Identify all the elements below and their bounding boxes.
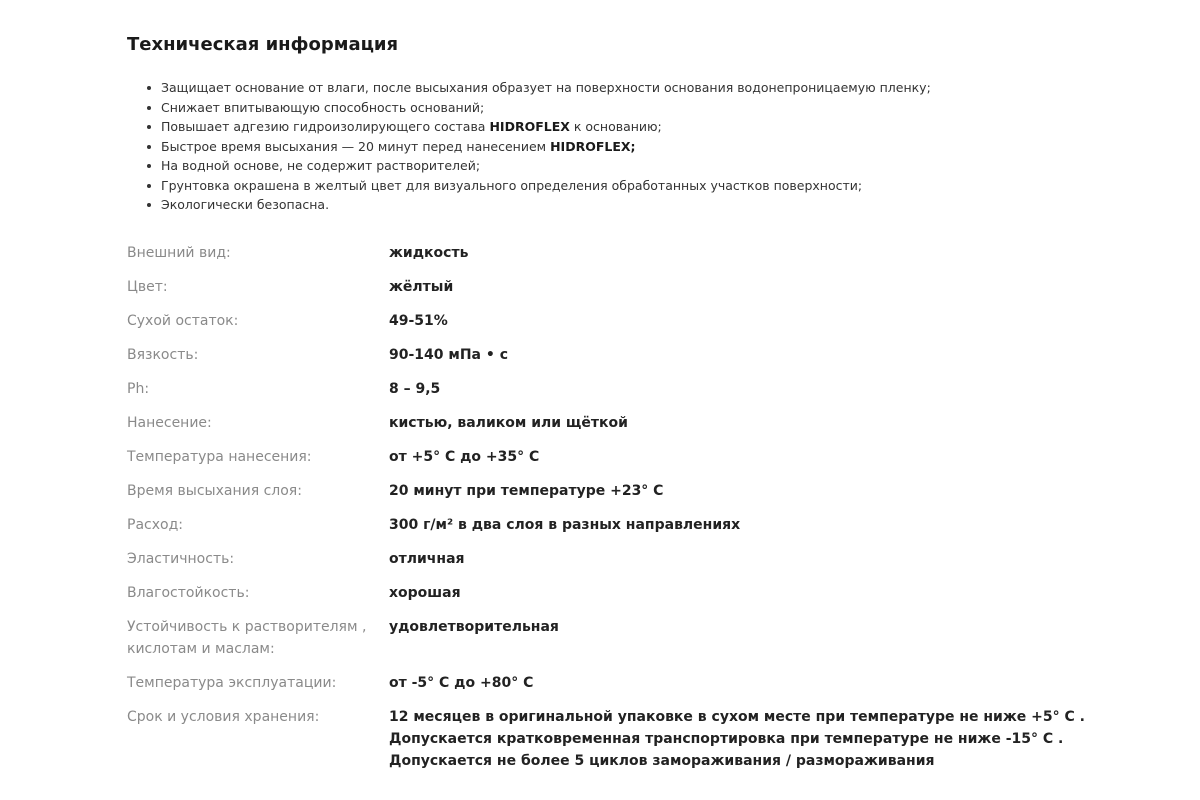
brand-name: HIDROFLEX; — [550, 138, 636, 154]
property-label: Устойчивость к растворителям , кислотам и маслам: — [127, 619, 367, 657]
property-label: Ph: — [127, 381, 150, 397]
property-value: жидкость — [389, 245, 469, 261]
property-value: 90-140 мПа • с — [389, 347, 508, 363]
property-row — [127, 546, 1127, 580]
property-label: Расход: — [127, 517, 183, 533]
property-label: Сухой остаток: — [127, 313, 239, 329]
property-row — [127, 410, 1127, 444]
property-value: 49-51% — [389, 313, 448, 329]
property-value: кистью, валиком или щёткой — [389, 415, 628, 431]
property-value: 8 – 9,5 — [389, 381, 441, 397]
feature-item: Защищает основание от влаги, после высыхания образует на поверхности основания водонепроницаемую пленку; — [161, 78, 931, 98]
property-value: от +5° С до +35° С — [389, 449, 540, 465]
feature-item: Быстрое время высыхания — 20 минут перед нанесением HIDROFLEX; — [161, 137, 931, 157]
feature-item: Экологически безопасна. — [161, 195, 931, 215]
property-row — [127, 342, 1127, 376]
feature-item: Грунтовка окрашена в желтый цвет для визуального определения обработанных участков поверхности; — [161, 176, 931, 196]
property-value: 12 месяцев в оригинальной упаковке в сухом месте при температуре не ниже +5° С . Допускается кратковременная транспортировка при температуре не ниже -15° С . Допускается не более 5 циклов замораживания / размораживания — [389, 709, 1085, 769]
brand-name: HIDROFLEX — [489, 119, 570, 134]
property-label: Срок и условия хранения: — [127, 709, 320, 725]
property-row — [127, 308, 1127, 342]
property-row — [127, 376, 1127, 410]
property-value: от -5° С до +80° С — [389, 675, 534, 691]
property-row — [127, 614, 1127, 670]
property-row — [127, 670, 1127, 704]
property-label: Температура эксплуатации: — [127, 675, 337, 691]
feature-item: Повышает адгезию гидроизолирующего состава HIDROFLEX к основанию; — [161, 117, 931, 137]
property-label: Цвет: — [127, 279, 168, 295]
property-label: Эластичность: — [127, 551, 235, 567]
property-value: хорошая — [389, 585, 461, 601]
property-label: Вязкость: — [127, 347, 199, 363]
properties-table — [127, 240, 1127, 769]
property-row — [127, 580, 1127, 614]
property-label: Время высыхания слоя: — [127, 483, 302, 499]
property-row — [127, 444, 1127, 478]
property-label: Нанесение: — [127, 415, 212, 431]
property-label: Внешний вид: — [127, 245, 231, 261]
property-value: жёлтый — [389, 279, 454, 295]
property-value: отличная — [389, 551, 465, 567]
property-row — [127, 478, 1127, 512]
feature-item: Снижает впитывающую способность оснований; — [161, 98, 931, 118]
property-row — [127, 512, 1127, 546]
property-label: Влагостойкость: — [127, 585, 250, 601]
feature-item: На водной основе, не содержит растворителей; — [161, 156, 931, 176]
property-row — [127, 274, 1127, 308]
property-label: Температура нанесения: — [127, 449, 312, 465]
property-value: 20 минут при температуре +23° С — [389, 483, 664, 499]
property-row — [127, 240, 1127, 274]
property-row — [127, 704, 1127, 769]
feature-list — [127, 78, 931, 215]
property-value: 300 г/м² в два слоя в разных направлениях — [389, 517, 741, 533]
property-value: удовлетворительная — [389, 619, 559, 635]
section-title: Техническая информация — [127, 34, 399, 55]
